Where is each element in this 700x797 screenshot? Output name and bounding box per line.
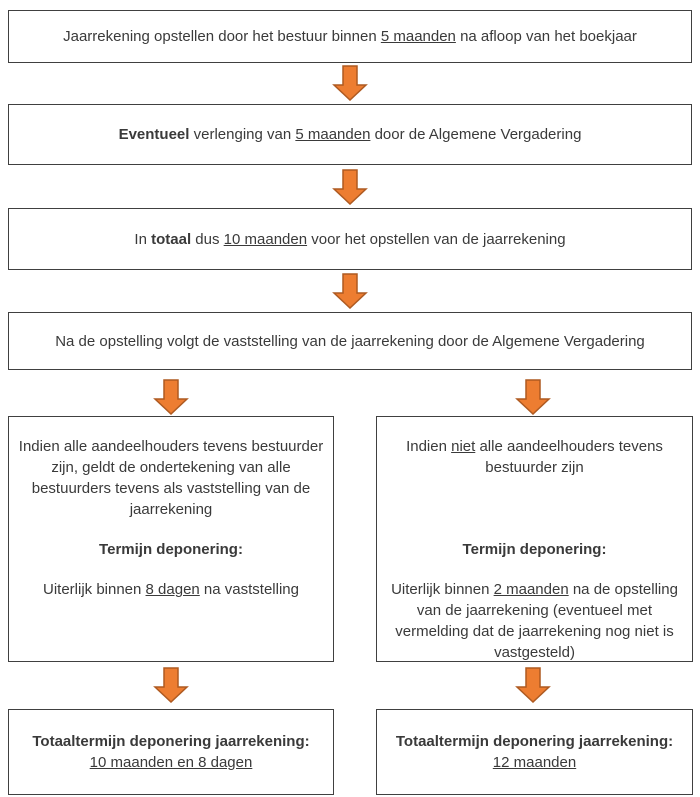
step-verlenging-text: Eventueel verlenging van 5 maanden door de Algemene Vergadering (118, 126, 582, 143)
step-vaststelling-text: Na de opstelling volgt de vaststelling van de jaarrekening door de Algemene Vergadering (55, 332, 645, 350)
branch-detail-text: Uiterlijk binnen 2 maanden na de opstelling van de jaarrekening (eventueel met vermelding dat de jaarrekening nog niet is vastgesteld) (391, 581, 678, 661)
termijn-deponering-heading: Termijn deponering: (99, 541, 243, 558)
step-opstellen-text: Jaarrekening opstellen door het bestuur binnen 5 maanden na afloop van het boekjaar (63, 28, 637, 45)
branch-not-all-shareholders-directors-box (376, 416, 693, 662)
total-term-value: 10 maanden en 8 dagen (89, 754, 253, 771)
block-arrow-down-icon (332, 65, 368, 101)
block-arrow-down-icon (515, 379, 551, 415)
branch-condition-text: Indien niet alle aandeelhouders tevens bestuurder zijn (406, 438, 663, 476)
branch-detail-text: Uiterlijk binnen 8 dagen na vaststelling (42, 581, 299, 598)
block-arrow-down-icon (153, 379, 189, 415)
total-term-value: 12 maanden (492, 754, 577, 771)
step-totaal-text: In totaal dus 10 maanden voor het opstellen van de jaarrekening (134, 230, 566, 248)
branch-condition-text: Indien alle aandeelhouders tevens bestuurder zijn, geldt de ondertekening van alle bestuurders tevens als vaststelling van de jaarrekening (18, 438, 324, 518)
step-verlenging-box (8, 104, 692, 165)
block-arrow-down-icon (332, 169, 368, 205)
step-opstellen-box (8, 10, 692, 63)
termijn-deponering-heading: Termijn deponering: (462, 541, 607, 558)
block-arrow-down-icon (332, 273, 368, 309)
total-term-heading: Totaaltermijn deponering jaarrekening: (32, 733, 310, 750)
total-term-left-box (8, 709, 334, 795)
total-term-right-box (376, 709, 693, 795)
total-term-heading: Totaaltermijn deponering jaarrekening: (395, 733, 674, 750)
branch-all-shareholders-directors-box (8, 416, 334, 662)
block-arrow-down-icon (515, 667, 551, 703)
block-arrow-down-icon (153, 667, 189, 703)
step-vaststelling-box (8, 312, 692, 370)
step-totaal-box (8, 208, 692, 270)
